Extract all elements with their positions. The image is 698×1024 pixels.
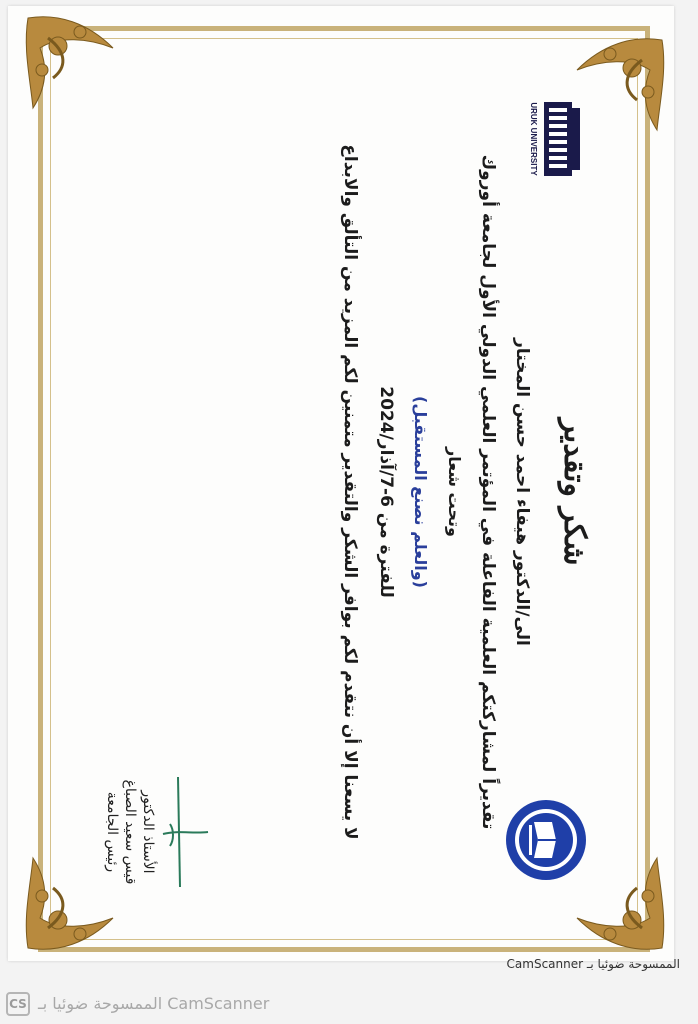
motto-line: (والعلم نصنع المستقبل) [411,396,430,588]
university-seal-icon [504,798,588,882]
closing-line: لا يسعنا إلا أن نتقدم لكم بوافر الشكر والتقدير متمنين لكم المزيد من التألق والابداع [340,144,360,840]
signatory-title: الأستاذ الدكتور [140,790,156,874]
signatory-role: رئيس الجامعة [104,791,120,873]
body-line-2: وتحت شعار [445,447,464,537]
uruk-university-logo [524,94,594,184]
signature-block [80,752,230,912]
scan-watermark: الممسوحة ضوئيا بـ CamScanner [506,957,680,971]
recipient-line: الى/الدكتور هيفاء احمد حسن المختار [512,338,532,646]
body-line-1: تقديراً لمشاركتكم العلمية الفاعلة في المؤتمر العلمي الدولي الأول لجامعة أوروك [478,154,498,830]
certificate-content [40,52,610,932]
camscanner-footer-text: الممسوحة ضوئيا بـ CamScanner [38,994,270,1013]
signature-mark [148,772,218,892]
uruk-logo-text: URUK UNIVERSITY [529,102,538,176]
camscanner-badge-icon: CS [6,992,30,1016]
date-line: للفترة من 6-7/آذار/2024 [376,386,396,598]
certificate-title: شكر وتقدير [557,418,592,566]
signatory-name: قيس سعيد الصباغ [122,779,138,885]
